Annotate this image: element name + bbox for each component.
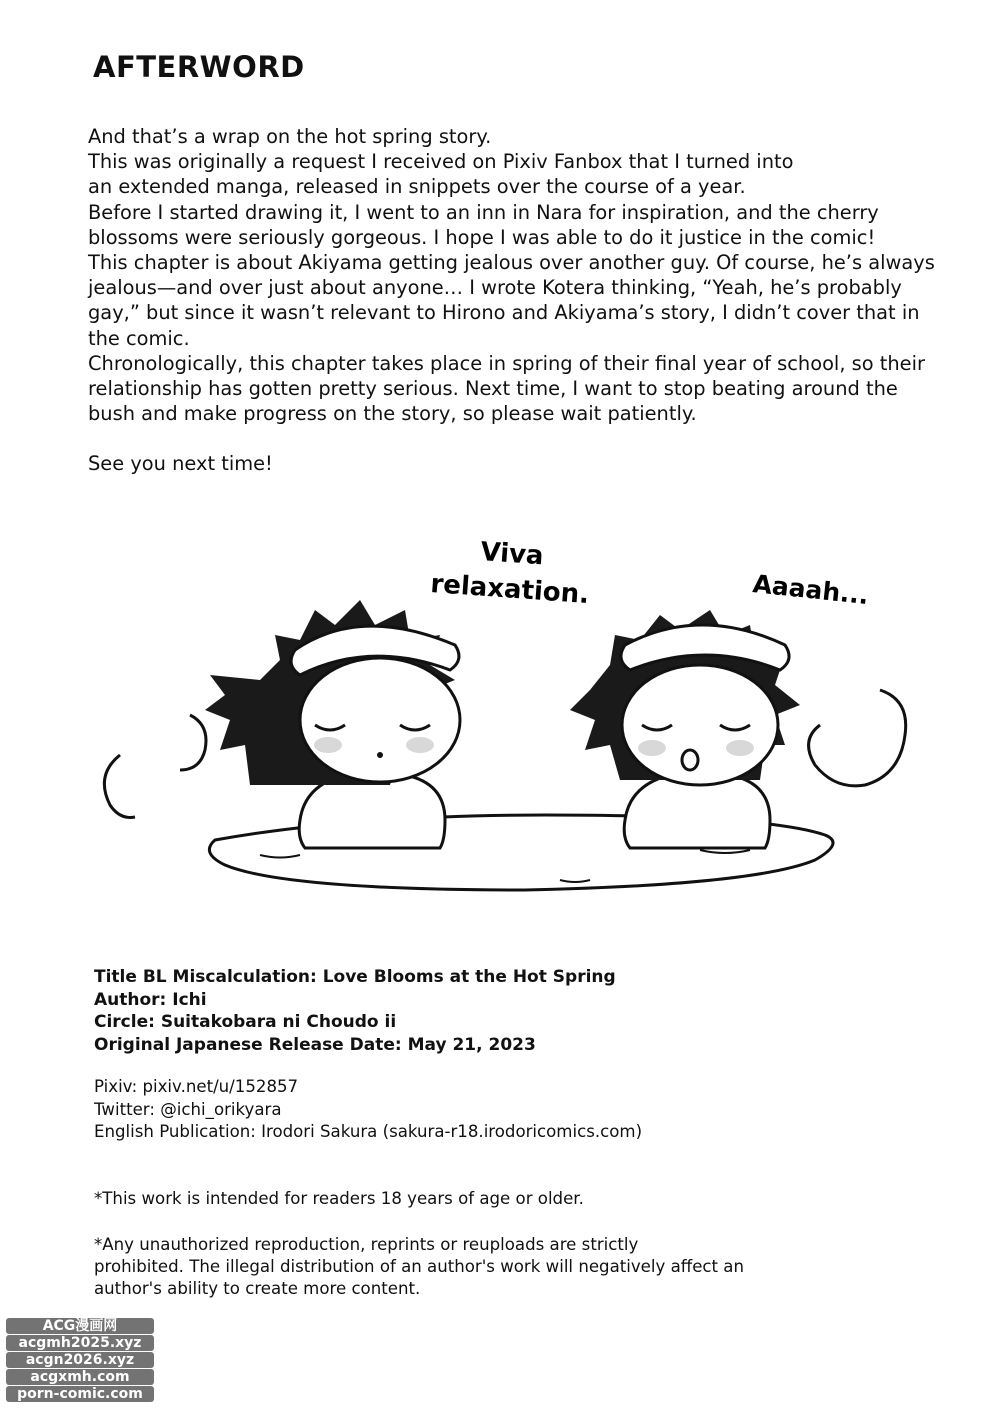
afterword-line: relationship has gotten pretty serious. Next time, I want to stop beating around the — [88, 377, 898, 401]
paragraph-gap — [88, 426, 948, 451]
afterword-line: And that’s a wrap on the hot spring story. — [88, 125, 492, 148]
credit-circle: Circle: Suitakobara ni Choudo ii — [94, 1012, 397, 1032]
age-notice: *This work is intended for readers 18 years of age or older. — [94, 1189, 584, 1208]
copyright-notice — [94, 1234, 874, 1300]
credit-author: Author: Ichi — [94, 989, 207, 1010]
left-speech-line-2: relaxation. — [429, 569, 591, 611]
steam-left-icon — [180, 715, 206, 770]
steam-right-icon — [809, 690, 906, 786]
pixiv-link: Pixiv: pixiv.net/u/152857 — [94, 1077, 299, 1096]
afterword-line: an extended manga, released in snippets over the course of a year. — [88, 175, 746, 199]
afterword-line: the comic. — [88, 326, 190, 350]
twitter-link: Twitter: @ichi_orikyara — [94, 1099, 282, 1119]
afterword-line: bush and make progress on the story, so please wait patiently. — [88, 402, 697, 426]
left-speech-line-1: Viva — [479, 537, 545, 572]
right-speech: Aaaah... — [751, 569, 871, 611]
left-character-icon — [205, 600, 460, 848]
copyright-line: *Any unauthorized reproduction, reprints or reuploads are strictly — [94, 1235, 639, 1254]
afterword-closing: See you next time! — [88, 452, 273, 476]
publication-link: English Publication: Irodori Sakura (sakura-r18.irodoricomics.com) — [94, 1122, 643, 1141]
watermark-line: ACG漫画网 — [6, 1318, 154, 1334]
credit-release-date: Original Japanese Release Date: May 21, 2023 — [94, 1034, 536, 1055]
links-block — [94, 1076, 914, 1144]
copyright-line: prohibited. The illegal distribution of an author's work will negatively affect an — [94, 1257, 744, 1276]
afterword-line: Before I started drawing it, I went to an inn in Nara for inspiration, and the cherry — [88, 200, 879, 224]
afterword-line: gay,” but since it wasn’t relevant to Hirono and Akiyama’s story, I didn’t cover that in — [88, 301, 920, 325]
page-title: AFTERWORD — [93, 50, 305, 84]
afterword-text — [88, 124, 948, 477]
afterword-line: This was originally a request I received on Pixiv Fanbox that I turned into — [88, 150, 794, 174]
watermark-line: porn-comic.com — [6, 1386, 154, 1402]
watermark-line: acgn2026.xyz — [6, 1352, 154, 1368]
site-watermark — [0, 1317, 160, 1403]
watermark-line: acgmh2025.xyz — [6, 1335, 154, 1351]
afterword-line: Chronologically, this chapter takes place in spring of their final year of school, so their — [88, 351, 925, 375]
watermark-line: acgxmh.com — [6, 1369, 154, 1385]
steam-left-small-icon — [104, 755, 135, 818]
right-character-icon — [570, 610, 800, 848]
afterword-line: blossoms were seriously gorgeous. I hope I was able to do it justice in the comic! — [88, 225, 876, 249]
credits-block — [94, 966, 894, 1056]
copyright-line: author's ability to create more content. — [94, 1279, 421, 1298]
hot-spring-illustration — [80, 520, 920, 920]
afterword-line: jealous—and over just about anyone… I wrote Kotera thinking, “Yeah, he’s probably — [88, 276, 902, 300]
afterword-line: This chapter is about Akiyama getting jealous over another guy. Of course, he’s always — [88, 251, 935, 275]
credit-title: Title BL Miscalculation: Love Blooms at the Hot Spring — [94, 967, 616, 987]
